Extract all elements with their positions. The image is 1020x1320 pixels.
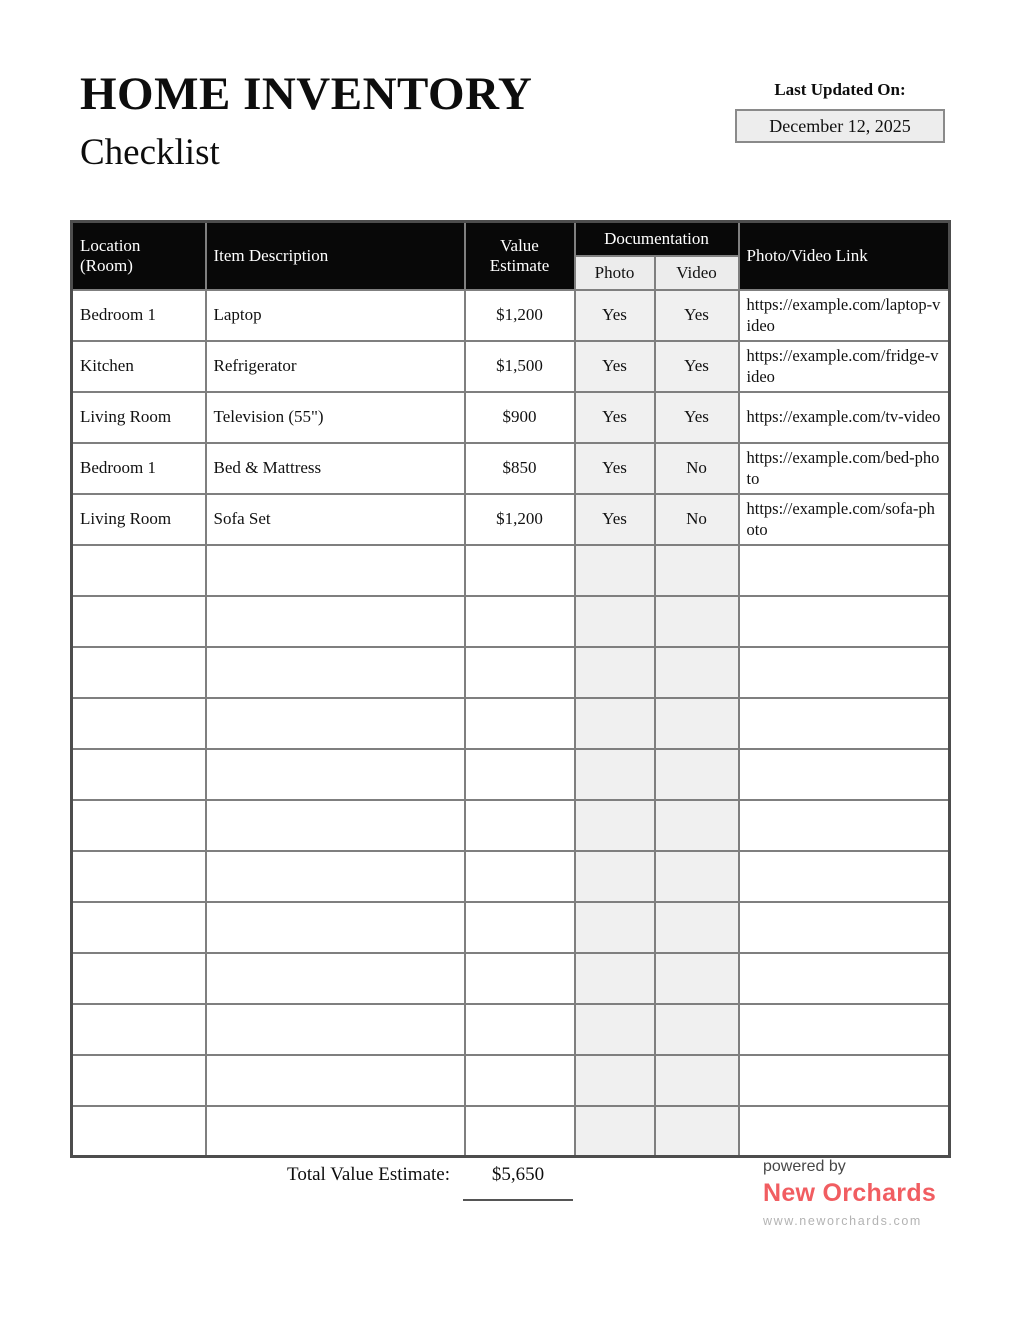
empty-cell-item — [206, 851, 465, 902]
empty-cell-value — [465, 647, 575, 698]
empty-cell-value — [465, 698, 575, 749]
empty-cell-value — [465, 1106, 575, 1157]
cell-link: https://example.com/tv-video — [739, 392, 950, 443]
cell-value: $1,200 — [465, 494, 575, 545]
empty-row — [72, 953, 950, 1004]
last-updated-block — [735, 80, 945, 143]
empty-cell-video — [655, 800, 739, 851]
col-header-link: Photo/Video Link — [739, 222, 950, 290]
empty-cell-photo — [575, 1055, 655, 1106]
empty-cell-value — [465, 545, 575, 596]
cell-video: No — [655, 443, 739, 494]
empty-cell-video — [655, 647, 739, 698]
empty-cell-item — [206, 1106, 465, 1157]
total-value: $5,650 — [463, 1164, 573, 1201]
cell-link: https://example.com/bed-photo — [739, 443, 950, 494]
empty-cell-photo — [575, 1004, 655, 1055]
brand-name: New Orchards — [763, 1179, 937, 1207]
empty-cell-photo — [575, 647, 655, 698]
empty-cell-location — [72, 596, 206, 647]
powered-by-text: powered by — [763, 1158, 846, 1175]
col-header-location: Location (Room) — [72, 222, 206, 290]
col-header-documentation: Documentation — [575, 222, 739, 256]
empty-cell-location — [72, 647, 206, 698]
cell-video: Yes — [655, 290, 739, 341]
empty-cell-video — [655, 545, 739, 596]
empty-cell-location — [72, 1106, 206, 1157]
empty-cell-location — [72, 953, 206, 1004]
empty-cell-item — [206, 953, 465, 1004]
empty-cell-value — [465, 749, 575, 800]
last-updated-date-field — [735, 109, 945, 143]
empty-cell-value — [465, 851, 575, 902]
empty-cell-video — [655, 1106, 739, 1157]
cell-location: Living Room — [72, 494, 206, 545]
cell-item: Television (55") — [206, 392, 465, 443]
table-header — [72, 222, 950, 290]
inventory-table — [70, 220, 951, 1158]
empty-cell-item — [206, 545, 465, 596]
table-row — [72, 290, 950, 341]
col-header-item: Item Description — [206, 222, 465, 290]
empty-cell-value — [465, 596, 575, 647]
cell-value: $900 — [465, 392, 575, 443]
empty-cell-location — [72, 545, 206, 596]
empty-cell-item — [206, 647, 465, 698]
empty-row — [72, 902, 950, 953]
title-block — [80, 70, 532, 174]
cell-location: Kitchen — [72, 341, 206, 392]
empty-cell-link — [739, 1106, 950, 1157]
cell-item: Refrigerator — [206, 341, 465, 392]
empty-cell-location — [72, 902, 206, 953]
cell-link: https://example.com/sofa-photo — [739, 494, 950, 545]
empty-row — [72, 1106, 950, 1157]
cell-item: Laptop — [206, 290, 465, 341]
cell-video: No — [655, 494, 739, 545]
empty-cell-link — [739, 800, 950, 851]
empty-cell-photo — [575, 1106, 655, 1157]
cell-photo: Yes — [575, 392, 655, 443]
col-header-photo: Photo — [575, 256, 655, 290]
empty-cell-video — [655, 596, 739, 647]
table-row — [72, 392, 950, 443]
empty-cell-video — [655, 851, 739, 902]
empty-cell-video — [655, 953, 739, 1004]
empty-cell-link — [739, 596, 950, 647]
empty-cell-link — [739, 698, 950, 749]
empty-row — [72, 545, 950, 596]
cell-photo: Yes — [575, 443, 655, 494]
empty-cell-item — [206, 698, 465, 749]
empty-cell-value — [465, 902, 575, 953]
cell-value: $850 — [465, 443, 575, 494]
empty-cell-link — [739, 851, 950, 902]
empty-cell-item — [206, 902, 465, 953]
empty-cell-photo — [575, 902, 655, 953]
cell-link: https://example.com/laptop-video — [739, 290, 950, 341]
empty-cell-item — [206, 749, 465, 800]
empty-row — [72, 698, 950, 749]
empty-cell-link — [739, 902, 950, 953]
empty-row — [72, 1055, 950, 1106]
empty-cell-link — [739, 1004, 950, 1055]
cell-location: Living Room — [72, 392, 206, 443]
empty-cell-photo — [575, 749, 655, 800]
brand-website: www.neworchards.com — [763, 1214, 922, 1228]
empty-cell-link — [739, 545, 950, 596]
cell-item: Sofa Set — [206, 494, 465, 545]
cell-video: Yes — [655, 392, 739, 443]
empty-cell-location — [72, 1055, 206, 1106]
empty-cell-link — [739, 749, 950, 800]
table-row — [72, 443, 950, 494]
empty-cell-photo — [575, 851, 655, 902]
empty-cell-video — [655, 1055, 739, 1106]
cell-photo: Yes — [575, 494, 655, 545]
empty-cell-item — [206, 596, 465, 647]
empty-cell-video — [655, 749, 739, 800]
last-updated-date: December 12, 2025 — [769, 116, 911, 136]
empty-cell-link — [739, 1055, 950, 1106]
empty-cell-link — [739, 647, 950, 698]
empty-cell-photo — [575, 596, 655, 647]
empty-cell-item — [206, 800, 465, 851]
empty-cell-link — [739, 953, 950, 1004]
empty-cell-video — [655, 1004, 739, 1055]
empty-cell-location — [72, 749, 206, 800]
footer-branding — [763, 1158, 953, 1228]
page-subtitle: Checklist — [80, 132, 220, 174]
cell-value: $1,500 — [465, 341, 575, 392]
col-header-value: Value Estimate — [465, 222, 575, 290]
cell-location: Bedroom 1 — [72, 443, 206, 494]
table-row — [72, 341, 950, 392]
cell-photo: Yes — [575, 290, 655, 341]
empty-cell-photo — [575, 698, 655, 749]
empty-cell-photo — [575, 953, 655, 1004]
empty-cell-item — [206, 1055, 465, 1106]
empty-cell-location — [72, 851, 206, 902]
header-row-main — [72, 222, 950, 256]
cell-item: Bed & Mattress — [206, 443, 465, 494]
empty-cell-value — [465, 953, 575, 1004]
total-label: Total Value Estimate: — [287, 1164, 450, 1185]
empty-cell-photo — [575, 800, 655, 851]
empty-row — [72, 851, 950, 902]
cell-value: $1,200 — [465, 290, 575, 341]
empty-row — [72, 749, 950, 800]
empty-cell-item — [206, 1004, 465, 1055]
empty-cell-location — [72, 1004, 206, 1055]
empty-row — [72, 800, 950, 851]
empty-cell-video — [655, 698, 739, 749]
cell-link: https://example.com/fridge-video — [739, 341, 950, 392]
empty-row — [72, 647, 950, 698]
table-body — [72, 290, 950, 1157]
empty-cell-value — [465, 800, 575, 851]
cell-photo: Yes — [575, 341, 655, 392]
empty-cell-location — [72, 698, 206, 749]
empty-cell-video — [655, 902, 739, 953]
empty-row — [72, 596, 950, 647]
col-header-video: Video — [655, 256, 739, 290]
page-title: HOME INVENTORY — [80, 68, 533, 120]
cell-location: Bedroom 1 — [72, 290, 206, 341]
table-row — [72, 494, 950, 545]
cell-video: Yes — [655, 341, 739, 392]
last-updated-label: Last Updated On: — [774, 80, 906, 99]
empty-cell-value — [465, 1055, 575, 1106]
empty-row — [72, 1004, 950, 1055]
empty-cell-photo — [575, 545, 655, 596]
empty-cell-location — [72, 800, 206, 851]
empty-cell-value — [465, 1004, 575, 1055]
